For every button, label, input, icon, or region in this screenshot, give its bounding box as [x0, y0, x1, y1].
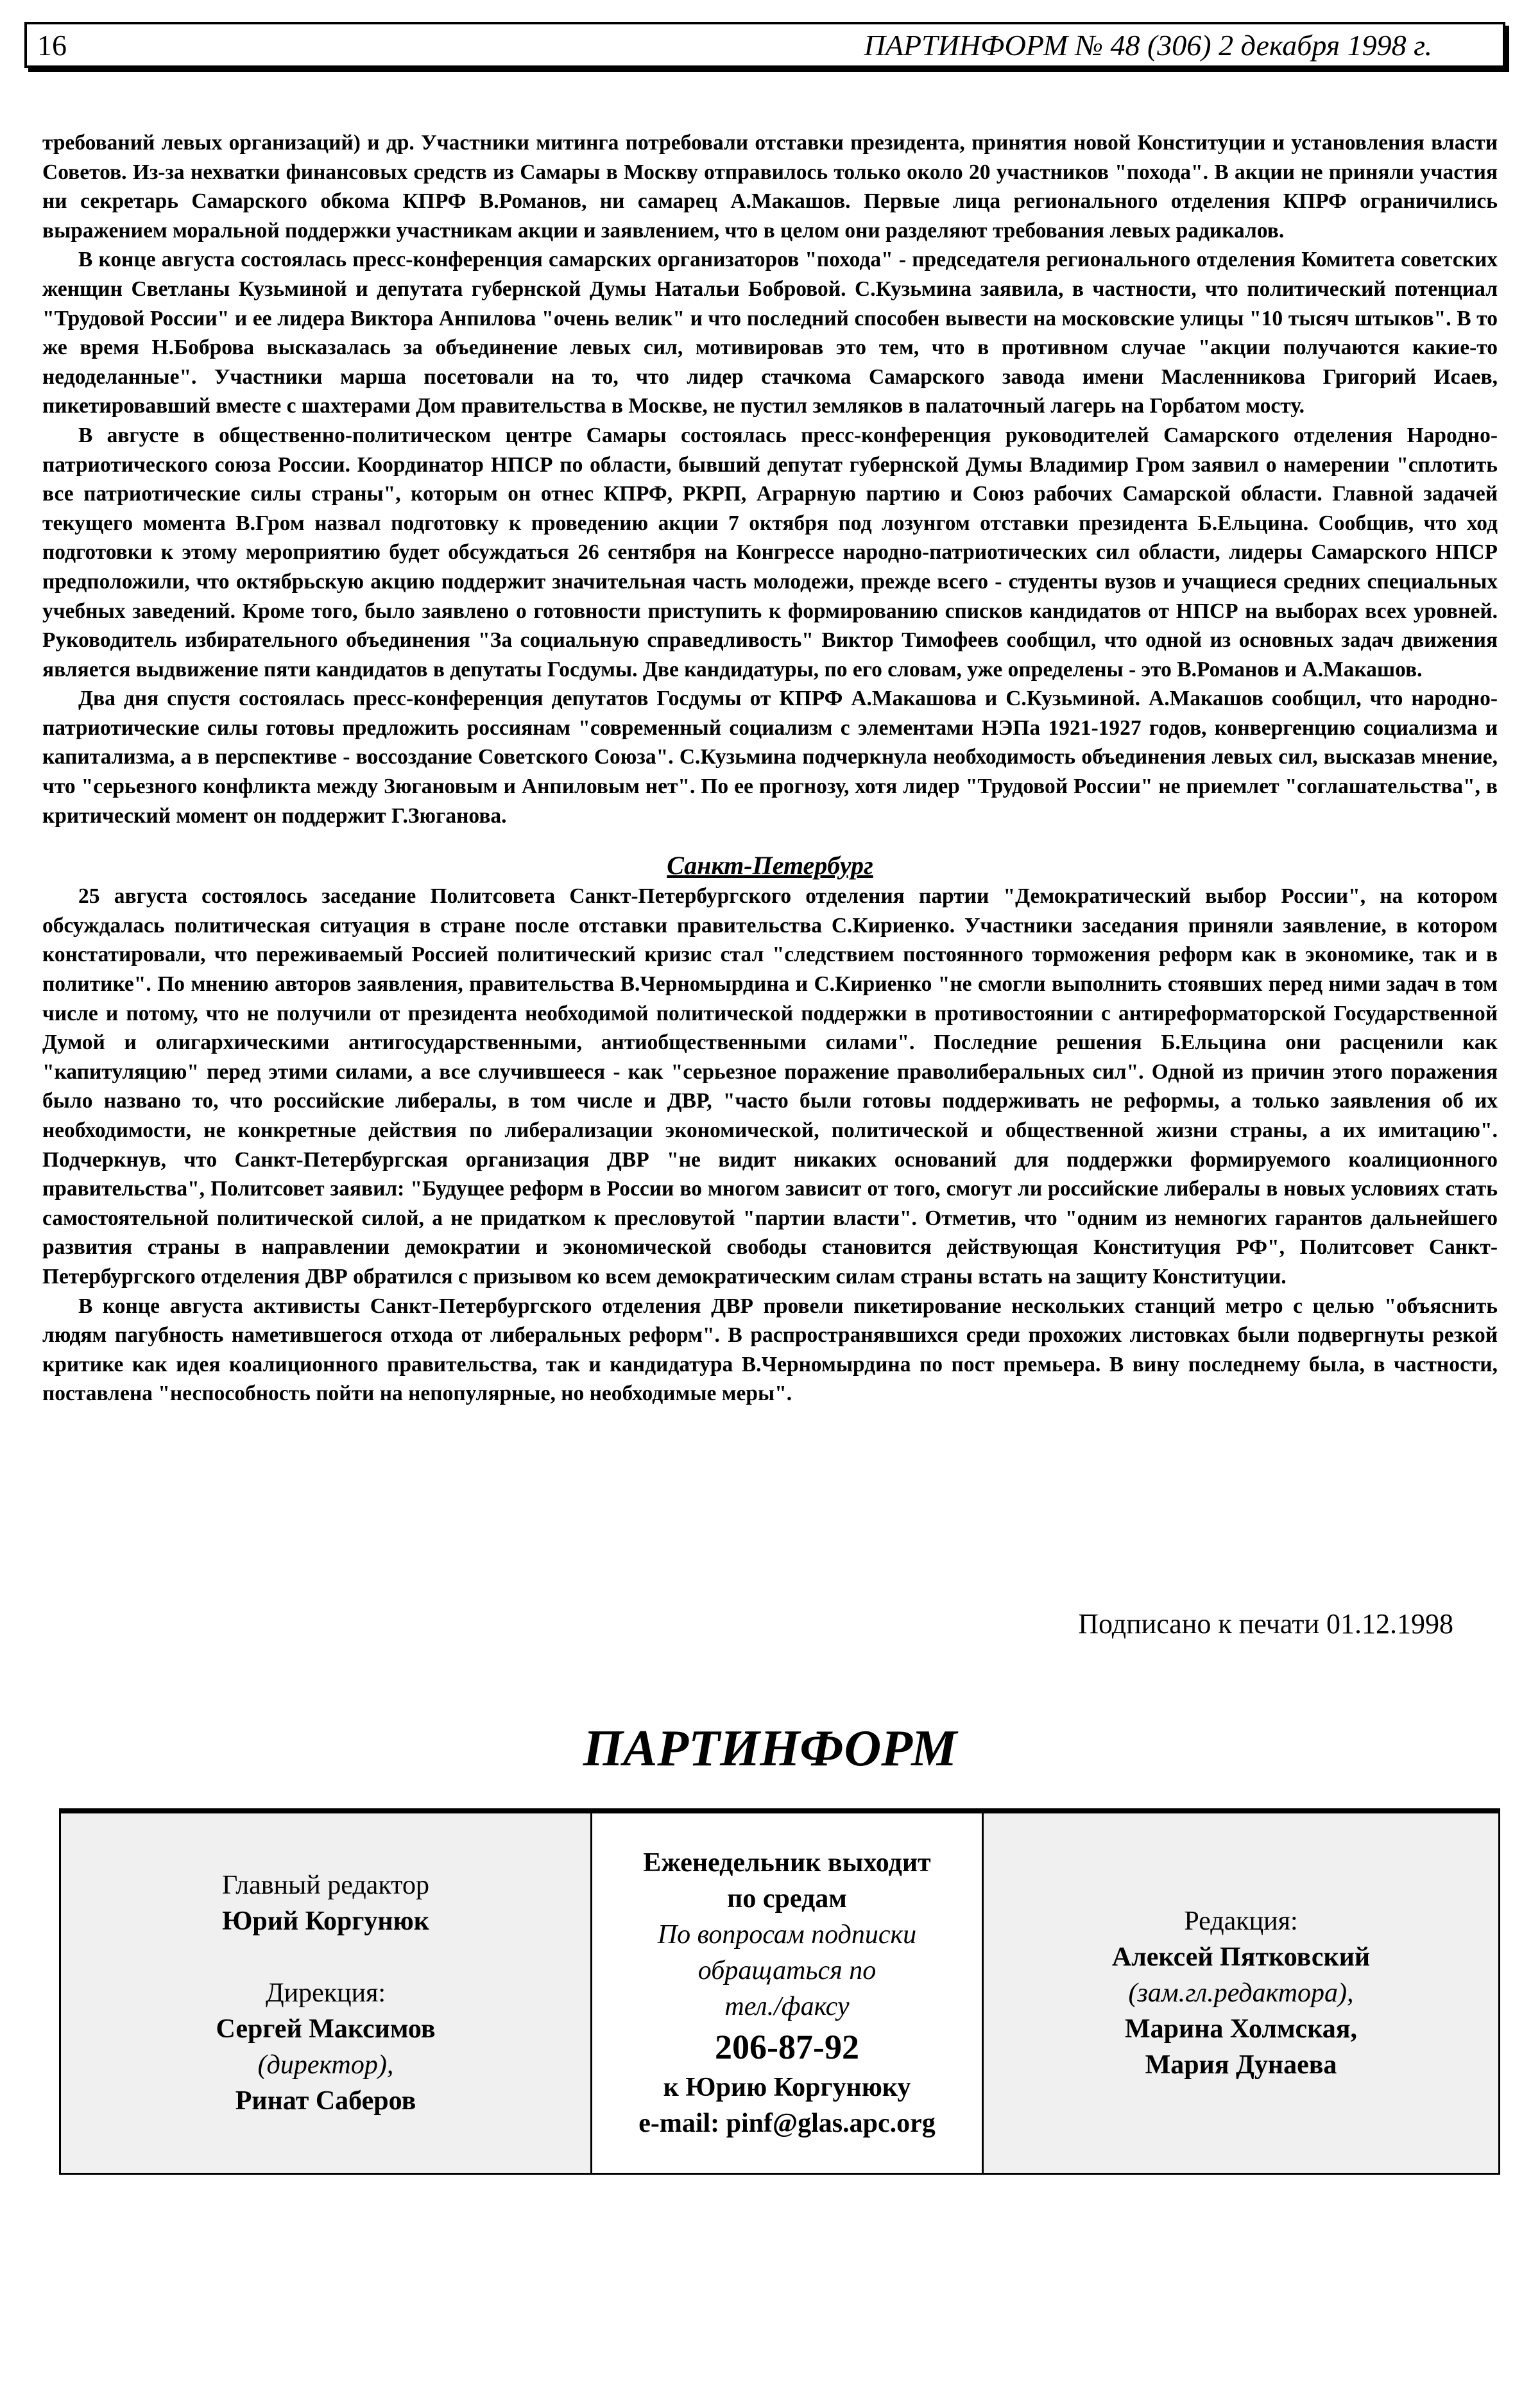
page-header	[24, 22, 1505, 68]
directorate-title: Дирекция:	[265, 1978, 386, 2008]
imprint-box	[59, 1808, 1500, 2175]
subscription-line-1: По вопросам подписки	[657, 1920, 917, 1949]
email-link[interactable]: e-mail: pinf@glas.apc.org	[638, 2109, 936, 2138]
editor-name: Юрий Коргунюк	[222, 1906, 429, 1936]
paragraph: В конце августа состоялась пресс-конференция самарских организаторов "похода" - председателя регионального отделения Комитета советских женщин Светланы Кузьминой и депутата губернской Думы Натальи Бобровой. С.Кузьмина заявила, в частности, что политический потенциал "Трудовой России" и ее лидера Виктора Анпилова "очень велик" и что последний способен вывести на московские улицы "10 тысяч штыков". В то же время Н.Боброва высказалась за объединение левых сил, мотивировав это тем, что в противном случае "акции получаются какие-то недоделанные". Участники марша посетовали на то, что лидер стачкома Самарского завода имени Масленникова Григорий Исаев, пикетировавший вместе с шахтерами Дом правительства в Москве, не пустил земляков в палаточный лагерь на Горбатом мосту.	[42, 248, 1498, 418]
issue-line: ПАРТИНФОРМ № 48 (306) 2 декабря 1998 г.	[864, 29, 1432, 62]
weekly-line: Еженедельник выходит	[643, 1848, 931, 1878]
masthead-title: ПАРТИНФОРМ	[583, 1720, 957, 1777]
phone-number: 206-87-92	[715, 2028, 859, 2066]
second-director-name: Ринат Саберов	[235, 2086, 416, 2116]
subscription-line-2: обращаться по	[697, 1956, 877, 1985]
imprint-middle-column	[592, 1813, 984, 2173]
paragraph: В конце августа активисты Санкт-Петербургского отделения ДВР провели пикетирование нескольких станций метро с целью "объяснить людям пагубность наметившегося отхода от либеральных реформ". В распространявшихся среди прохожих листовках были подвергнуты резкой критике как идея коалиционного правительства, так и кандидатура В.Черномырдина по пост премьера. В вину последнему была, в частности, поставлена "неспособность пойти на непопулярные, но необходимые меры".	[42, 1294, 1498, 1406]
editorial-name-3: Мария Дунаева	[1145, 2050, 1337, 2080]
contact-person: к Юрию Коргунюку	[663, 2073, 911, 2102]
editor-title: Главный редактор	[222, 1871, 429, 1900]
paragraph: Два дня спустя состоялась пресс-конференция депутатов Госдумы от КПРФ А.Макашова и С.Кузьминой. А.Макашов сообщил, что народно-патриотические силы готовы предложить россиянам "современный социализм с элементами НЭПа 1921-1927 годов, конвергенцию социализма и капитализма, а в перспективе - воссоздание Советского Союза". С.Кузьмина подчеркнула необходимость объединения левых сил, высказав мнение, что "серьезного конфликта между Зюгановым и Анпиловым нет". По ее прогнозу, хотя лидер "Трудовой России" не приемлет "соглашательства", в критический момент он поддержит Г.Зюганова.	[42, 687, 1498, 828]
director-name: Сергей Максимов	[216, 2014, 436, 2044]
signed-to-print: Подписано к печати 01.12.1998	[1078, 1608, 1453, 1640]
subscription-line-3: тел./факсу	[724, 1992, 850, 2021]
imprint-right-column	[984, 1813, 1498, 2173]
imprint-left-column	[61, 1813, 592, 2173]
editorial-name-2: Марина Холмская,	[1125, 2014, 1357, 2044]
article-body	[42, 128, 1498, 1409]
paragraph: В августе в общественно-политическом центре Самары состоялась пресс-конференция руководителей Самарского отделения Народно-патриотического союза России. Координатор НПСР по области, бывший депутат губернской Думы Владимир Гром заявил о намерении "сплотить все патриотические силы страны", которым он отнес КПРФ, РКРП, Аграрную партию и Союз рабочих Самарской области. Главной задачей текущего момента В.Гром назвал подготовку к проведению акции 7 октября под лозунгом отставки президента Б.Ельцина. Сообщив, что ход подготовки к этому мероприятию будет обсуждаться 26 сентября на Конгрессе народно-патриотических сил области, лидеры Самарского НПСР предположили, что октябрьскую акцию поддержит значительная часть молодежи, прежде всего - студенты вузов и учащиеся средних специальных учебных заведений. Кроме того, было заявлено о готовности приступить к формированию списков кандидатов от НПСР на выборах всех уровней. Руководитель избирательного объединения "За социальную справедливость" Виктор Тимофеев сообщил, что одной из основных задач движения является выдвижение пяти кандидатов в депутаты Госдумы. Две кандидатуры, по его словам, уже определены - это В.Романов и А.Макашов.	[42, 423, 1498, 681]
page-number: 16	[37, 29, 67, 62]
weekly-day: по средам	[727, 1884, 847, 1914]
section-heading: Санкт-Петербург	[667, 851, 873, 880]
editorial-name-1: Алексей Пятковский	[1111, 1942, 1371, 1972]
director-role: (директор),	[257, 2050, 394, 2080]
editorial-role-1: (зам.гл.редактора),	[1128, 1978, 1354, 2008]
paragraph: 25 августа состоялось заседание Политсовета Санкт-Петербургского отделения партии "Демократический выбор России", на котором обсуждалась политическая ситуация в стране после отставки правительства С.Кириенко. Участники заседания приняли заявление, в котором констатировали, что переживаемый Россией политический кризис стал "следствием постоянного торможения реформ как в экономике, так и в политике". По мнению авторов заявления, правительства В.Черномырдина и С.Кириенко "не смогли выполнить стоявших перед ними задач в том числе и потому, что не получили от президента необходимой политической поддержки в противостоянии с антиреформаторской Государственной Думой и олигархическими антигосударственными, антиобщественными силами". Последние решения Б.Ельцина они расценили как "капитуляцию" перед этими силами, а все случившееся - как "серьезное поражение праволиберальных сил". Одной из причин этого поражения было названо то, что российские либералы, в том числе и ДВР, "часто были готовы поддерживать не реформы, а только заявления об их необходимости, не конкретные действия по либерализации экономической, политической и общественной жизни страны, а их имитацию". Подчеркнув, что Санкт-Петербургская организация ДВР "не видит никаких оснований для поддержки формируемого коалиционного правительства", Политсовет заявил: "Будущее реформ в России во многом зависит от того, смогут ли российские либералы в новых условиях стать самостоятельной политической силой, а не придатком к пресловутой "партии власти". Отметив, что "одним из немногих гарантов дальнейшего развития страны в направлении демократии и экономической свободы становится действующая Конституция РФ", Политсовет Санкт-Петербургского отделения ДВР обратился с призывом ко всем демократическим силам страны встать на защиту Конституции.	[42, 884, 1498, 1289]
editorial-title: Редакция:	[1184, 1906, 1298, 1936]
paragraph: требований левых организаций) и др. Участники митинга потребовали отставки президента, принятия новой Конституции и установления власти Советов. Из-за нехватки финансовых средств из Самары в Москву отправилось только около 20 участников "похода". В акции не приняли участия ни секретарь Самарского обкома КПРФ В.Романов, ни самарец А.Макашов. Первые лица регионального отделения КПРФ ограничились выражением моральной поддержки участникам акции и заявлением, что в целом они разделяют требования левых радикалов.	[42, 131, 1498, 243]
